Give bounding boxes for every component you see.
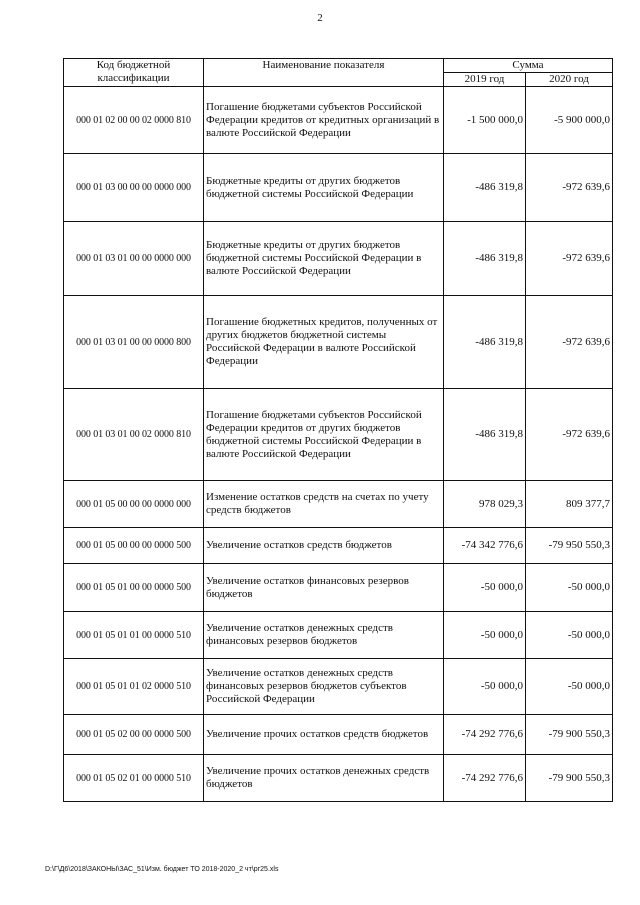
table-row <box>64 481 613 528</box>
table-header <box>64 59 613 87</box>
table-row <box>64 154 613 222</box>
row-value-2019: -1 500 000,0 <box>444 87 526 154</box>
row-name: Погашение бюджетами субъектов Российской Федерации кредитов от кредитных организаций в валюте Российской Федерации <box>204 87 444 154</box>
table-row <box>64 389 613 481</box>
row-name: Погашение бюджетами субъектов Российской Федерации кредитов от других бюджетов бюджетной системы Российской Федерации в валюте Российской Федерации <box>204 389 444 481</box>
row-value-2019: -50 000,0 <box>444 612 526 659</box>
row-value-2020: -79 950 550,3 <box>526 528 613 564</box>
row-value-2019: -486 319,8 <box>444 222 526 296</box>
row-name: Изменение остатков средств на счетах по учету средств бюджетов <box>204 481 444 528</box>
table-row <box>64 564 613 612</box>
row-value-2019: 978 029,3 <box>444 481 526 528</box>
table-row <box>64 87 613 154</box>
row-code: 000 01 03 01 00 00 0000 800 <box>64 296 204 389</box>
row-name: Погашение бюджетных кредитов, полученных от других бюджетов бюджетной системы Российской Федерации в валюте Российской Федерации <box>204 296 444 389</box>
row-value-2020: 809 377,7 <box>526 481 613 528</box>
row-value-2020: -972 639,6 <box>526 389 613 481</box>
budget-table <box>63 58 613 802</box>
row-value-2019: -486 319,8 <box>444 296 526 389</box>
row-code: 000 01 05 01 00 00 0000 500 <box>64 564 204 612</box>
row-code: 000 01 05 00 00 00 0000 500 <box>64 528 204 564</box>
footer-file-path: D:\Г\Д6\2018\ЗАКОНЫ\ЗАС_51\Изм. бюджет ТО 2018-2020_2 чт\рг25.xls <box>45 866 279 873</box>
row-name: Увеличение остатков средств бюджетов <box>204 528 444 564</box>
table-row <box>64 612 613 659</box>
row-value-2019: -74 292 776,6 <box>444 755 526 802</box>
row-name: Бюджетные кредиты от других бюджетов бюджетной системы Российской Федерации в валюте Российской Федерации <box>204 222 444 296</box>
row-name: Увеличение прочих остатков денежных средств бюджетов <box>204 755 444 802</box>
row-name: Увеличение остатков денежных средств финансовых резервов бюджетов <box>204 612 444 659</box>
row-code: 000 01 05 01 01 00 0000 510 <box>64 612 204 659</box>
row-value-2020: -5 900 000,0 <box>526 87 613 154</box>
row-value-2020: -50 000,0 <box>526 659 613 715</box>
page-number: 2 <box>317 12 323 24</box>
table-row <box>64 755 613 802</box>
row-code: 000 01 05 02 01 00 0000 510 <box>64 755 204 802</box>
row-code: 000 01 05 02 00 00 0000 500 <box>64 715 204 755</box>
row-code: 000 01 02 00 00 02 0000 810 <box>64 87 204 154</box>
table-row <box>64 222 613 296</box>
table-row <box>64 296 613 389</box>
row-code: 000 01 03 00 00 00 0000 000 <box>64 154 204 222</box>
row-value-2020: -79 900 550,3 <box>526 755 613 802</box>
row-value-2020: -972 639,6 <box>526 222 613 296</box>
row-value-2019: -74 342 776,6 <box>444 528 526 564</box>
row-code: 000 01 03 01 00 00 0000 000 <box>64 222 204 296</box>
row-value-2019: -50 000,0 <box>444 659 526 715</box>
row-code: 000 01 05 01 01 02 0000 510 <box>64 659 204 715</box>
row-value-2019: -50 000,0 <box>444 564 526 612</box>
row-code: 000 01 03 01 00 02 0000 810 <box>64 389 204 481</box>
header-code: Код бюджетной классификации <box>64 59 204 87</box>
table-row <box>64 528 613 564</box>
table-row <box>64 659 613 715</box>
row-value-2019: -74 292 776,6 <box>444 715 526 755</box>
row-value-2020: -50 000,0 <box>526 612 613 659</box>
table-row <box>64 715 613 755</box>
row-value-2020: -79 900 550,3 <box>526 715 613 755</box>
row-name: Увеличение остатков финансовых резервов бюджетов <box>204 564 444 612</box>
row-value-2019: -486 319,8 <box>444 154 526 222</box>
header-year-2020: 2020 год <box>526 73 613 87</box>
header-name: Наименование показателя <box>204 59 444 87</box>
row-code: 000 01 05 00 00 00 0000 000 <box>64 481 204 528</box>
row-value-2020: -50 000,0 <box>526 564 613 612</box>
table-body <box>64 87 613 802</box>
header-sum: Сумма <box>444 59 613 73</box>
row-name: Увеличение прочих остатков средств бюджетов <box>204 715 444 755</box>
row-value-2020: -972 639,6 <box>526 154 613 222</box>
row-value-2020: -972 639,6 <box>526 296 613 389</box>
row-name: Увеличение остатков денежных средств финансовых резервов бюджетов субъектов Российской Федерации <box>204 659 444 715</box>
row-value-2019: -486 319,8 <box>444 389 526 481</box>
row-name: Бюджетные кредиты от других бюджетов бюджетной системы Российской Федерации <box>204 154 444 222</box>
header-year-2019: 2019 год <box>444 73 526 87</box>
